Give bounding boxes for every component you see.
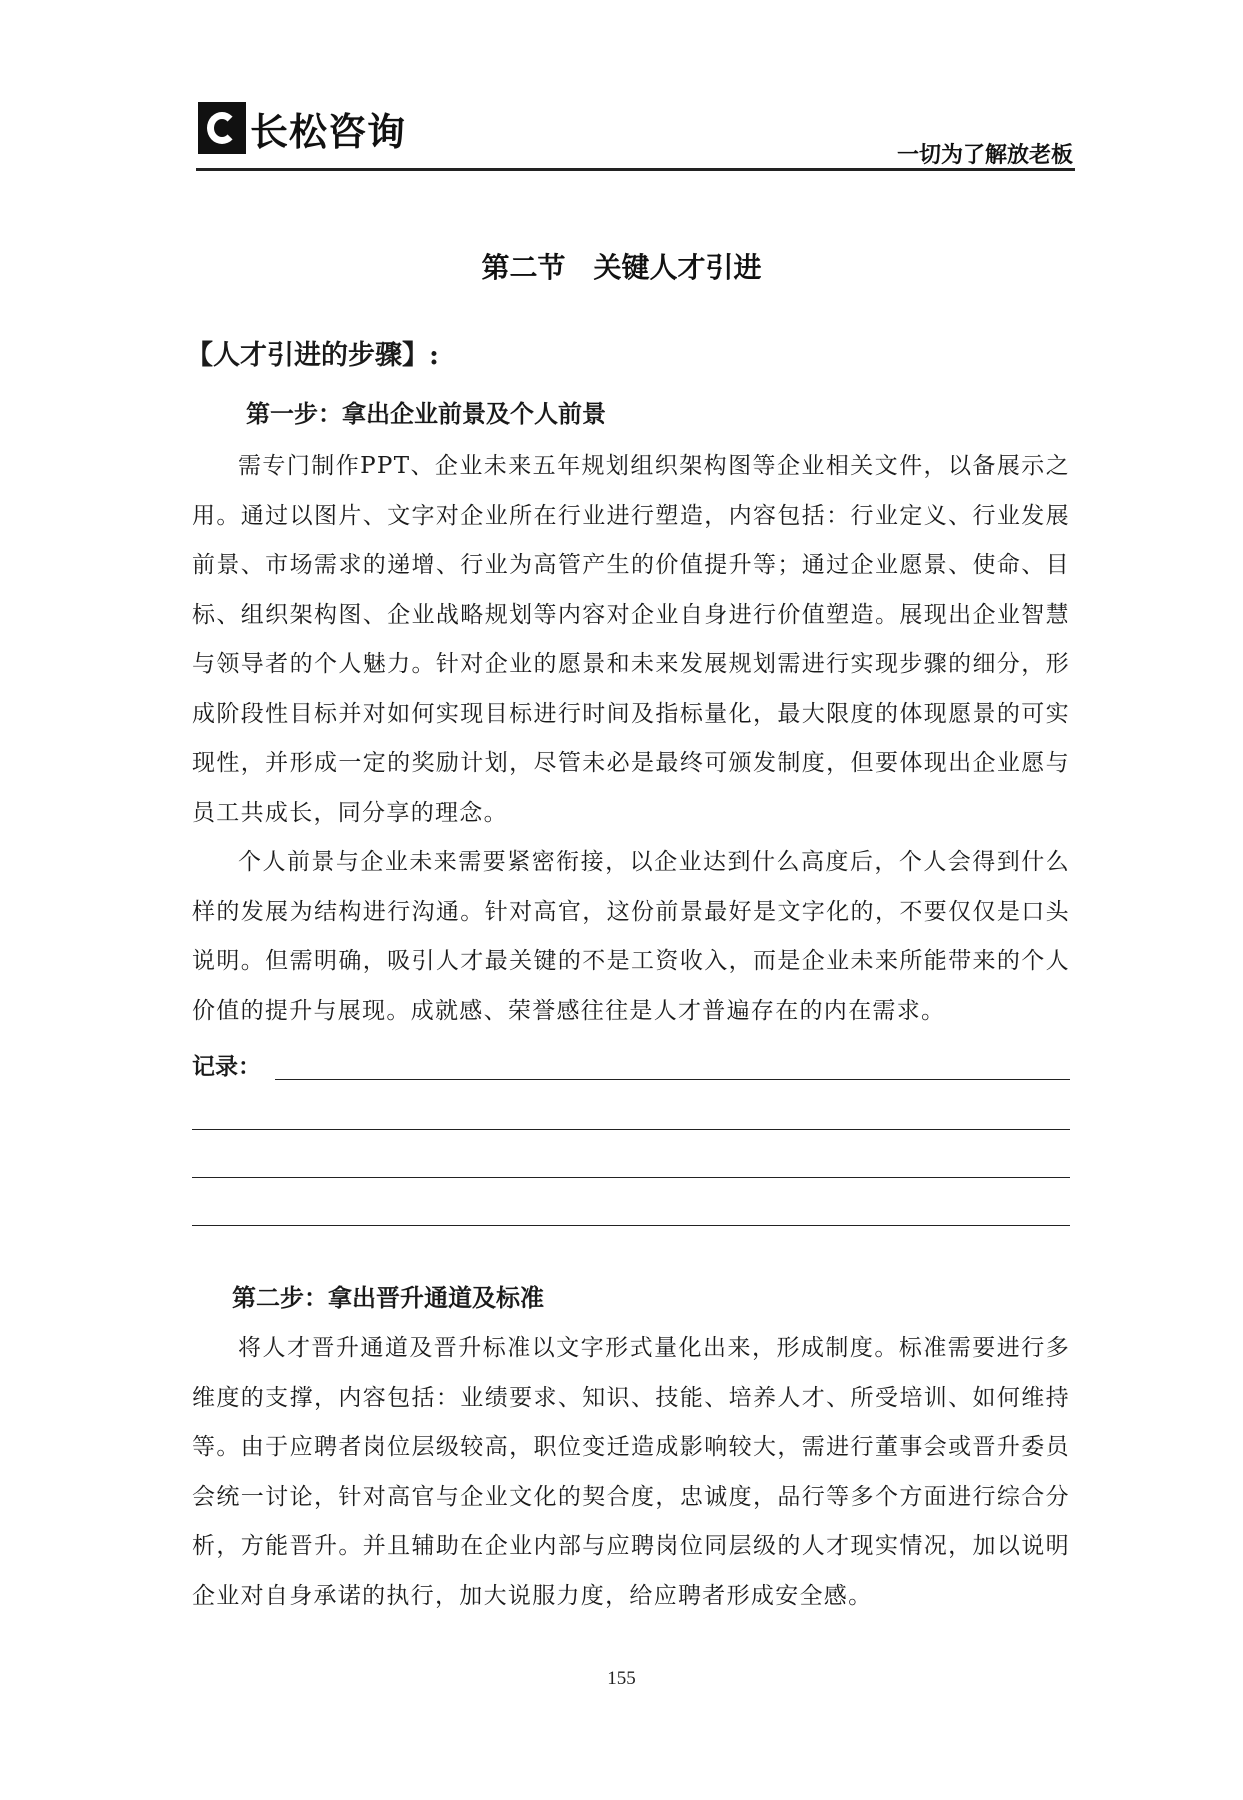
page-content xyxy=(186,336,1070,1621)
logo-emblem-icon xyxy=(198,102,246,154)
record-blank-line xyxy=(192,1178,1070,1226)
logo-text: 长松咨询 xyxy=(250,109,407,154)
record-rule xyxy=(275,1079,1070,1080)
step2-title: 第二步：拿出晋升通道及标准 xyxy=(232,1283,544,1312)
step1-title: 第一步：拿出企业前景及个人前景 xyxy=(246,399,606,428)
header-divider xyxy=(196,168,1075,171)
section-title: 第二节 关键人才引进 xyxy=(481,251,762,284)
step1-paragraph-2: 个人前景与企业未来需要紧密衔接，以企业达到什么高度后，个人会得到什么样的发展为结构进行沟通。针对高官，这份前景最好是文字化的，不要仅仅是口头说明。但需明确，吸引人才最关键的不是工资收入，而是企业未来所能带来的个人价值的提升与展现。成就感、荣誉感往往是人才普遍存在的内在需求。 xyxy=(192,849,1070,1024)
company-logo xyxy=(198,100,406,156)
page-number: 155 xyxy=(607,1668,636,1689)
step1-paragraph-1: 需专门制作PPT、企业未来五年规划组织架构图等企业相关文件，以备展示之用。通过以图片、文字对企业所在行业进行塑造，内容包括：行业定义、行业发展前景、市场需求的递增、行业为高管产生的价值提升等；通过企业愿景、使命、目标、组织架构图、企业战略规划等内容对企业自身进行价值塑造。展现出企业智慧与领导者的个人魅力。针对企业的愿景和未来发展规划需进行实现步骤的细分，形成阶段性目标并对如何实现目标进行时间及指标量化，最大限度的体现愿景的可实现性，并形成一定的奖励计划，尽管未必是最终可颁发制度，但要体现出企业愿与员工共成长，同分享的理念。 xyxy=(192,453,1070,826)
header-slogan: 一切为了解放老板 xyxy=(896,143,1073,168)
steps-heading: 【人才引进的步骤】: xyxy=(186,340,439,371)
record-blank-line xyxy=(192,1130,1070,1178)
record-blank-line xyxy=(192,1082,1070,1130)
record-first-line xyxy=(192,1038,1070,1082)
step2-paragraph-1: 将人才晋升通道及晋升标准以文字形式量化出来，形成制度。标准需要进行多维度的支撑，内容包括：业绩要求、知识、技能、培养人才、所受培训、如何维持等。由于应聘者岗位层级较高，职位变迁造成影响较大，需进行董事会或晋升委员会统一讨论，针对高官与企业文化的契合度，忠诚度，品行等多个方面进行综合分析，方能晋升。并且辅助在企业内部与应聘岗位同层级的人才现实情况，加以说明企业对自身承诺的执行，加大说服力度，给应聘者形成安全感。 xyxy=(192,1335,1070,1609)
record-area xyxy=(192,1038,1070,1226)
record-label: 记录： xyxy=(192,1053,261,1080)
